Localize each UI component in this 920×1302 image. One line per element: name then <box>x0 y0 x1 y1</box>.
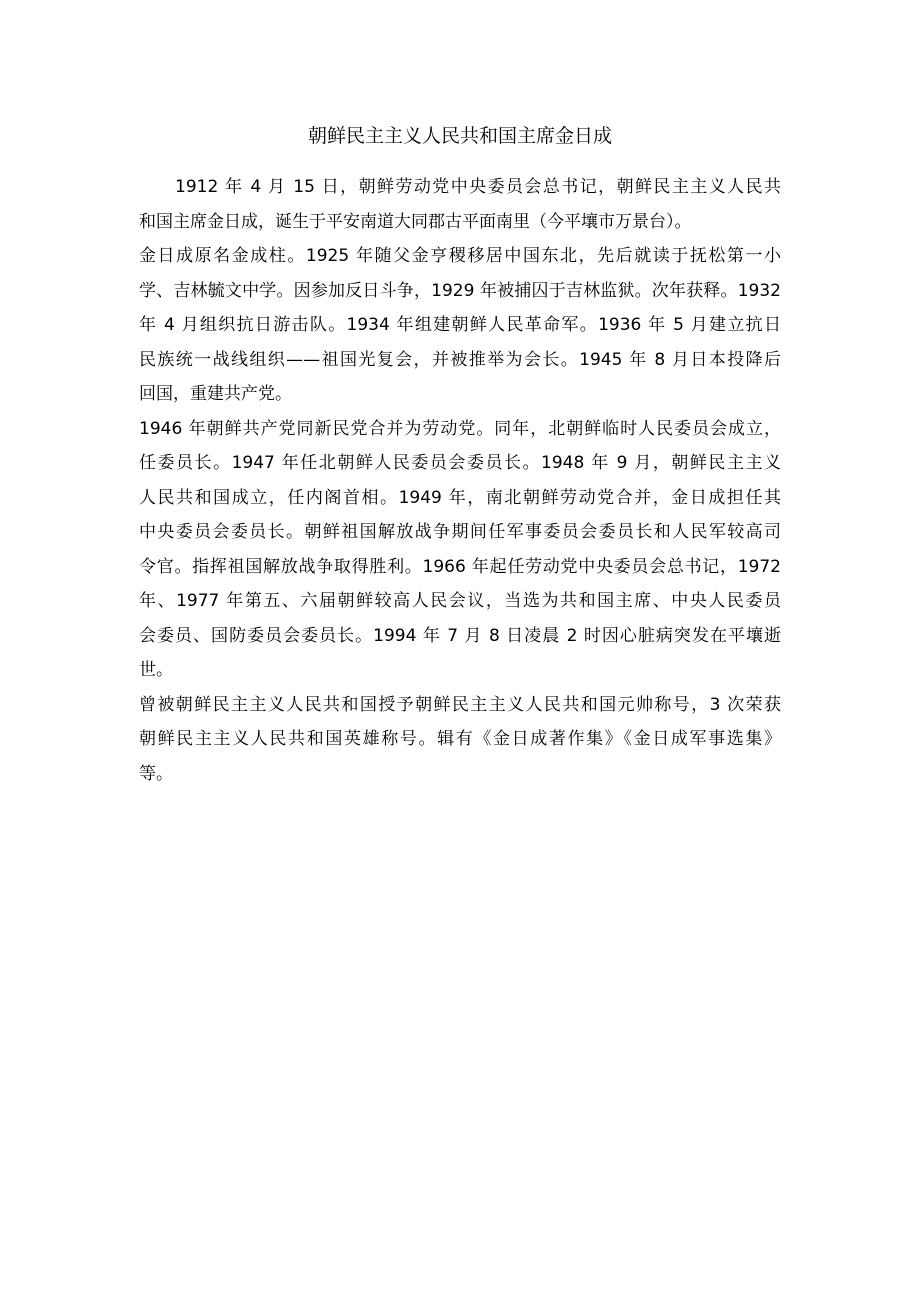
document-title: 朝鲜民主主义人民共和国主席金日成 <box>307 125 612 147</box>
text-line: 和国主席金日成，诞生于平安南道大同郡古平面南里（今平壤市万景台）。 <box>139 211 692 232</box>
text-line: 令官。指挥祖国解放战争取得胜利。1966 年起任劳动党中央委员会总书记，1972 <box>139 556 781 577</box>
text-line: 等。 <box>139 763 173 784</box>
text-line: 中央委员会委员长。朝鲜祖国解放战争期间任军事委员会委员长和人民军较高司 <box>139 522 781 542</box>
text-line: 1912 年 4 月 15 日，朝鲜劳动党中央委员会总书记，朝鲜民主主义人民共 <box>175 177 781 197</box>
text-line: 1946 年朝鲜共产党同新民党合并为劳动党。同年，北朝鲜临时人民委员会成立， <box>139 418 781 439</box>
text-line: 民族统一战线组织——祖国光复会，并被推举为会长。1945 年 8 月日本投降后 <box>139 349 781 370</box>
text-line: 学、吉林毓文中学。因参加反日斗争，1929 年被捕囚于吉林监狱。次年获释。1932 <box>139 280 781 301</box>
text-line: 任委员长。1947 年任北朝鲜人民委员会委员长。1948 年 9 月，朝鲜民主主义 <box>139 453 781 473</box>
text-line: 会委员、国防委员会委员长。1994 年 7 月 8 日凌晨 2 时因心脏病突发在平壤逝 <box>139 625 781 646</box>
text-line: 年、1977 年第五、六届朝鲜较高人民会议，当选为共和国主席、中央人民委员 <box>139 591 781 611</box>
text-line: 回国，重建共产党。 <box>139 384 292 404</box>
text-line: 年 4 月组织抗日游击队。1934 年组建朝鲜人民革命军。1936 年 5 月建立抗日 <box>139 315 781 335</box>
text-line: 世。 <box>139 660 173 680</box>
document-body <box>139 170 781 791</box>
text-line: 朝鲜民主主义人民共和国英雄称号。辑有《金日成著作集》《金日成军事选集》 <box>139 729 781 749</box>
text-line: 金日成原名金成柱。1925 年随父金亨稷移居中国东北，先后就读于抚松第一小 <box>139 246 781 266</box>
text-line: 人民共和国成立，任内阁首相。1949 年，南北朝鲜劳动党合并，金日成担任其 <box>139 487 781 508</box>
text-line: 曾被朝鲜民主主义人民共和国授予朝鲜民主主义人民共和国元帅称号，3 次荣获 <box>139 694 781 715</box>
